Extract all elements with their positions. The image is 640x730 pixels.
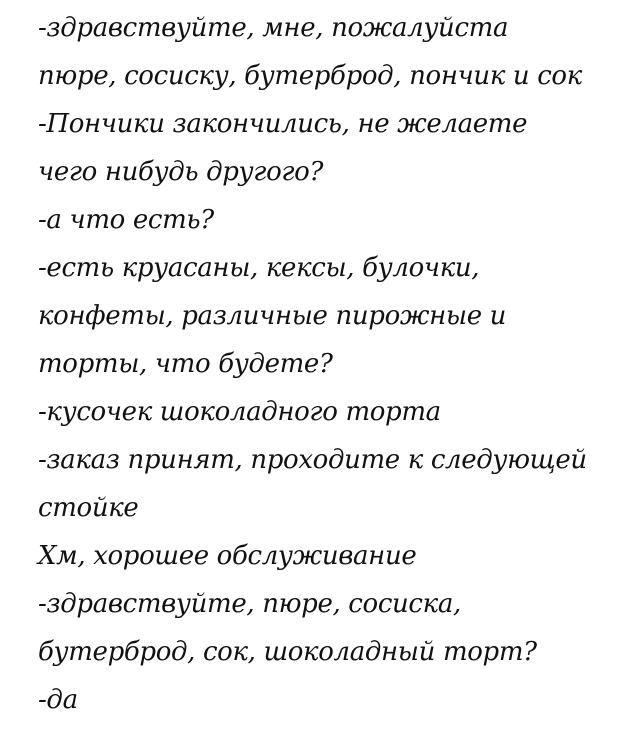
text-line: -да xyxy=(38,685,78,715)
text-line: -заказ принят, проходите к следующей xyxy=(38,445,587,475)
text-line: пюре, сосиску, бутерброд, пончик и сок xyxy=(38,61,582,91)
text-line: -кусочек шоколадного торта xyxy=(38,397,441,427)
text-line: торты, что будете? xyxy=(38,349,333,379)
text-line: -здравствуйте, мне, пожалуйста xyxy=(38,13,509,43)
dialogue-text-block xyxy=(38,0,633,730)
text-line: чего нибудь другого? xyxy=(38,157,324,187)
text-line: Хм, хорошее обслуживание xyxy=(38,541,417,571)
text-line: -есть круасаны, кексы, булочки, xyxy=(38,253,480,283)
text-line: -Пончики закончились, не желаете xyxy=(38,109,528,139)
text-line: -а что есть? xyxy=(38,205,214,235)
text-line: -здравствуйте, пюре, сосиска, xyxy=(38,589,461,619)
text-line: стойке xyxy=(38,493,139,523)
text-line: бутерброд, сок, шоколадный торт? xyxy=(38,637,537,667)
text-line: конфеты, различные пирожные и xyxy=(38,301,507,331)
